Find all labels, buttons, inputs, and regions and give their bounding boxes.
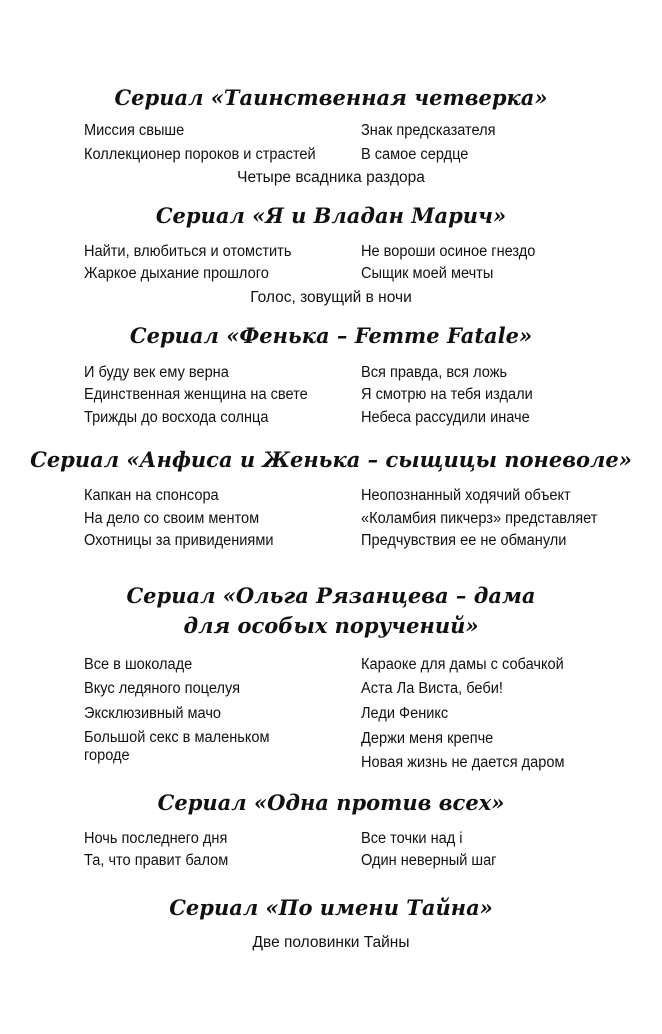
book-title: Все точки над i (361, 830, 463, 847)
book-title: Большой секс в маленьком городе (84, 729, 270, 764)
book-title: Небеса рассудили иначе (361, 409, 530, 426)
book-title: Вкус ледяного поцелуя (84, 680, 240, 697)
book-title: Сыщик моей мечты (361, 265, 494, 282)
series-title: Сериал «Одна против всех» (157, 790, 505, 815)
book-title: Аста Ла Виста, беби! (361, 680, 503, 697)
book-title: Держи меня крепче (361, 730, 494, 747)
book-title: Эксклюзивный мачо (84, 705, 222, 722)
series-title: Сериал «Таинственная четверка» (114, 85, 548, 110)
book-title: На дело со своим ментом (84, 510, 260, 527)
book-title: Я смотрю на тебя издали (361, 386, 533, 403)
series-title: Сериал «Я и Владан Марич» (155, 203, 507, 228)
book-title: Миссия свыше (84, 122, 185, 139)
book-title: Голос, зовущий в ночи (250, 289, 412, 306)
book-title: Трижды до восхода солнца (84, 409, 269, 426)
series-title-continued: для особых поручений» (183, 613, 479, 638)
book-title: Все в шоколаде (84, 656, 193, 673)
book-title: Караоке для дамы с собачкой (361, 656, 564, 673)
series-title: Сериал «По имени Тайна» (169, 895, 493, 920)
book-title: Жаркое дыхание прошлого (84, 265, 269, 282)
series-title: Сериал «Фенька – Femme Fatale» (129, 323, 533, 348)
book-title: Новая жизнь не дается даром (361, 754, 565, 771)
book-title: Не вороши осиное гнездо (361, 243, 536, 260)
series-title: Сериал «Ольга Рязанцева – дама (126, 583, 536, 608)
book-title: Знак предсказателя (361, 122, 496, 139)
book-title: Та, что правит балом (84, 852, 229, 869)
book-title: Неопознанный ходячий объект (361, 487, 571, 504)
series-title: Сериал «Анфиса и Женька – сыщицы поневоле» (30, 447, 632, 472)
book-title: В самое сердце (361, 146, 469, 163)
book-title: Ночь последнего дня (84, 830, 228, 847)
book-title: Охотницы за привидениями (84, 532, 274, 549)
book-title: Две половинки Тайны (252, 934, 410, 951)
book-title: Единственная женщина на свете (84, 386, 308, 403)
book-title: «Коламбия пикчерз» представляет (361, 510, 598, 527)
book-title: И буду век ему верна (84, 364, 229, 381)
book-title: Коллекционер пороков и страстей (84, 146, 316, 163)
book-title: Четыре всадника раздора (237, 169, 425, 186)
book-title: Найти, влюбиться и отомстить (84, 243, 292, 260)
book-title: Леди Феникс (361, 705, 449, 722)
book-title: Вся правда, вся ложь (361, 364, 508, 381)
book-title: Предчувствия ее не обманули (361, 532, 567, 549)
book-title: Капкан на спонсора (84, 487, 219, 504)
book-title: Один неверный шаг (361, 852, 497, 869)
